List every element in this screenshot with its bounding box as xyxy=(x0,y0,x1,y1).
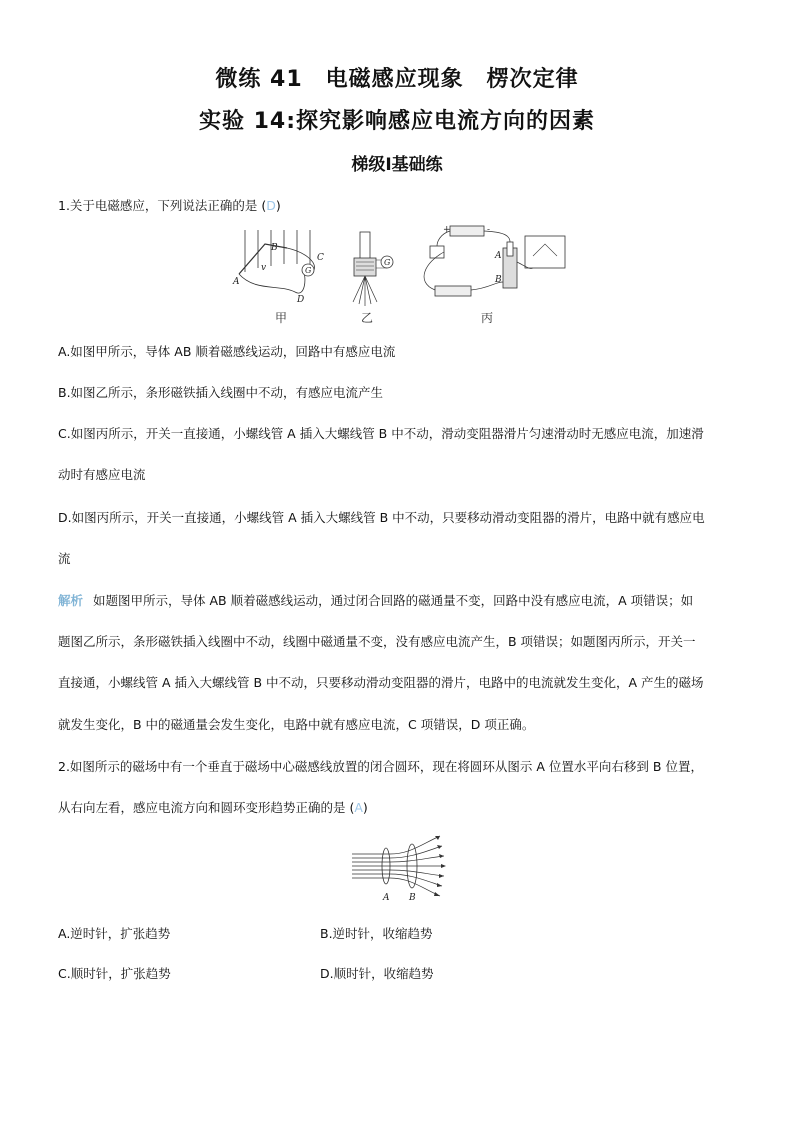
q2-stem-1: 2.如图所示的磁场中有一个垂直于磁场中心磁感线放置的闭合圆环，现在将圆环从图示 A 位置水平向右移到 B 位置， xyxy=(58,759,703,774)
section-subtitle: 梯级Ⅰ基础练 xyxy=(351,155,443,175)
q1-option-d-cont: 流 xyxy=(58,551,71,566)
q2-stem-end: ) xyxy=(362,800,368,815)
q1-analysis-line-3: 直接通，小螺线管 A 插入大螺线管 B 中不动，只要移动滑动变阻器的滑片，电路中的电流就发生变化，A 产生的磁场 xyxy=(58,675,704,690)
analysis-text-1: 如题图甲所示，导体 AB 顺着磁感线运动，通过闭合回路的磁通量不变，回路中没有感应电流，A 项错误；如 xyxy=(93,593,694,608)
q1-option-d: D.如图丙所示，开关一直接通，小螺线管 A 插入大螺线管 B 中不动，只要移动滑动变阻器的滑片，电路中就有感应电 xyxy=(58,510,705,525)
q1-stem-end: ) xyxy=(275,198,281,213)
fig-label-b3: B xyxy=(495,275,502,285)
q1-option-b: B.如图乙所示，条形磁铁插入线圈中不动，有感应电流产生 xyxy=(58,385,384,400)
q1-stem xyxy=(58,196,281,214)
q1-answer: D xyxy=(266,198,276,213)
fig-label-plus: + xyxy=(443,225,451,235)
fig-label-g1: G xyxy=(305,266,312,275)
q1-option-c-cont: 动时有感应电流 xyxy=(58,467,146,482)
caption-bing: 丙 xyxy=(481,311,494,325)
fig-label-minus: - xyxy=(487,225,491,235)
q1-option-c: C.如图丙所示，开关一直接通，小螺线管 A 插入大螺线管 B 中不动，滑动变阻器滑片匀速滑动时无感应电流，加速滑 xyxy=(58,426,704,441)
magnetic-field-lines xyxy=(352,836,444,896)
fig-label-g2: G xyxy=(384,258,391,267)
page-title: 微练 41 电磁感应现象 楞次定律 xyxy=(215,67,579,92)
figure-jia xyxy=(239,230,314,293)
q2-stem-2 xyxy=(58,798,368,816)
q2-answer: A xyxy=(354,800,363,815)
q2-option-a: A.逆时针，扩张趋势 xyxy=(58,926,171,941)
q1-option-a: A.如图甲所示，导体 AB 顺着磁感线运动，回路中有感应电流 xyxy=(58,344,396,359)
fig-label-d: D xyxy=(297,295,305,305)
fig-label-v: v xyxy=(261,263,267,273)
q2-fig-label-a: A xyxy=(383,893,390,903)
caption-jia: 甲 xyxy=(275,311,288,325)
fig-label-a3: A xyxy=(495,251,502,261)
q1-analysis-line-2: 题图乙所示，条形磁铁插入线圈中不动，线圈中磁通量不变，没有感应电流产生，B 项错误；如题图丙所示，开关一 xyxy=(58,634,696,649)
figure-yi xyxy=(353,232,393,306)
q2-option-b: B.逆时针，收缩趋势 xyxy=(320,926,433,941)
q2-option-d: D.顺时针，收缩趋势 xyxy=(320,966,434,981)
q1-analysis-line-4: 就发生变化，B 中的磁通量会发生变化，电路中就有感应电流，C 项错误，D 项正确。 xyxy=(58,717,535,732)
q2-option-c: C.顺时针，扩张趋势 xyxy=(58,966,171,981)
analysis-label: 解析 xyxy=(58,593,84,608)
fig-label-c: C xyxy=(317,253,324,263)
q2-fig-label-b: B xyxy=(409,893,416,903)
caption-yi: 乙 xyxy=(361,311,374,325)
fig-label-b: B xyxy=(271,243,278,253)
q2-stem-text: 从右向左看，感应电流方向和圆环变形趋势正确的是 ( xyxy=(58,800,355,815)
q1-analysis-line-1 xyxy=(58,591,693,609)
figure-bing xyxy=(424,226,565,296)
fig-label-a: A xyxy=(233,277,240,287)
q1-stem-text: 1.关于电磁感应，下列说法正确的是 ( xyxy=(58,198,267,213)
q1-figure xyxy=(225,222,575,330)
experiment-title: 实验 14:探究影响感应电流方向的因素 xyxy=(198,109,596,134)
q2-figure xyxy=(350,828,450,906)
